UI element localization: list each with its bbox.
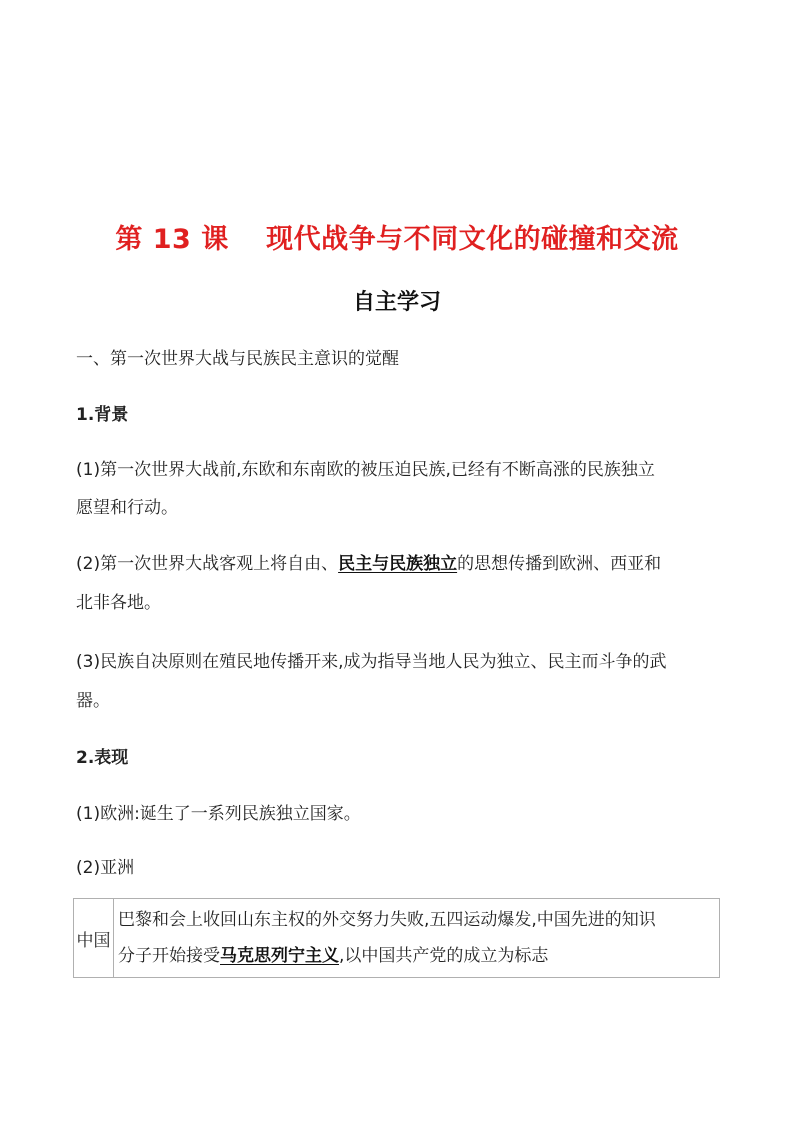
key-term-marxism-leninism: 马克思列宁主义 xyxy=(220,946,339,966)
background-item-1-line-2: 愿望和行动。 xyxy=(76,498,178,518)
background-heading: 1.背景 xyxy=(76,405,129,425)
background-item-3-line-1: (3)民族自决原则在殖民地传播开来,成为指导当地人民为独立、民主而斗争的武 xyxy=(76,652,667,672)
table-line-2-suffix: ,以中国共产党的成立为标志 xyxy=(339,946,549,966)
manifestation-item-asia: (2)亚洲 xyxy=(76,858,135,878)
background-item-1-line-1: (1)第一次世界大战前,东欧和东南欧的被压迫民族,已经有不断高涨的民族独立 xyxy=(76,460,655,480)
table-content-cell xyxy=(114,899,720,978)
part-heading: 一、第一次世界大战与民族民主意识的觉醒 xyxy=(76,349,399,369)
background-item-3-line-2: 器。 xyxy=(76,691,110,711)
table-line-2-prefix: 分子开始接受 xyxy=(118,946,220,966)
background-item-2-suffix: 的思想传播到欧洲、西亚和 xyxy=(457,554,662,574)
asia-table xyxy=(73,898,720,978)
section-title: 自主学习 xyxy=(352,290,441,315)
table-content-line-2 xyxy=(118,945,713,967)
table-row xyxy=(74,899,720,978)
table-country-cell: 中国 xyxy=(74,899,114,978)
lesson-title: 第 13 课 现代战争与不同文化的碰撞和交流 xyxy=(115,224,679,255)
background-item-2-line-1 xyxy=(76,553,726,575)
background-item-2-prefix: (2)第一次世界大战客观上将自由、 xyxy=(76,554,339,574)
background-item-2-line-2: 北非各地。 xyxy=(76,593,161,613)
manifestation-item-europe: (1)欧洲:诞生了一系列民族独立国家。 xyxy=(76,804,361,824)
manifestation-heading: 2.表现 xyxy=(76,748,129,768)
key-term-democracy-independence: 民主与民族独立 xyxy=(338,554,458,574)
table-content-line-1: 巴黎和会上收回山东主权的外交努力失败,五四运动爆发,中国先进的知识 xyxy=(118,910,656,930)
